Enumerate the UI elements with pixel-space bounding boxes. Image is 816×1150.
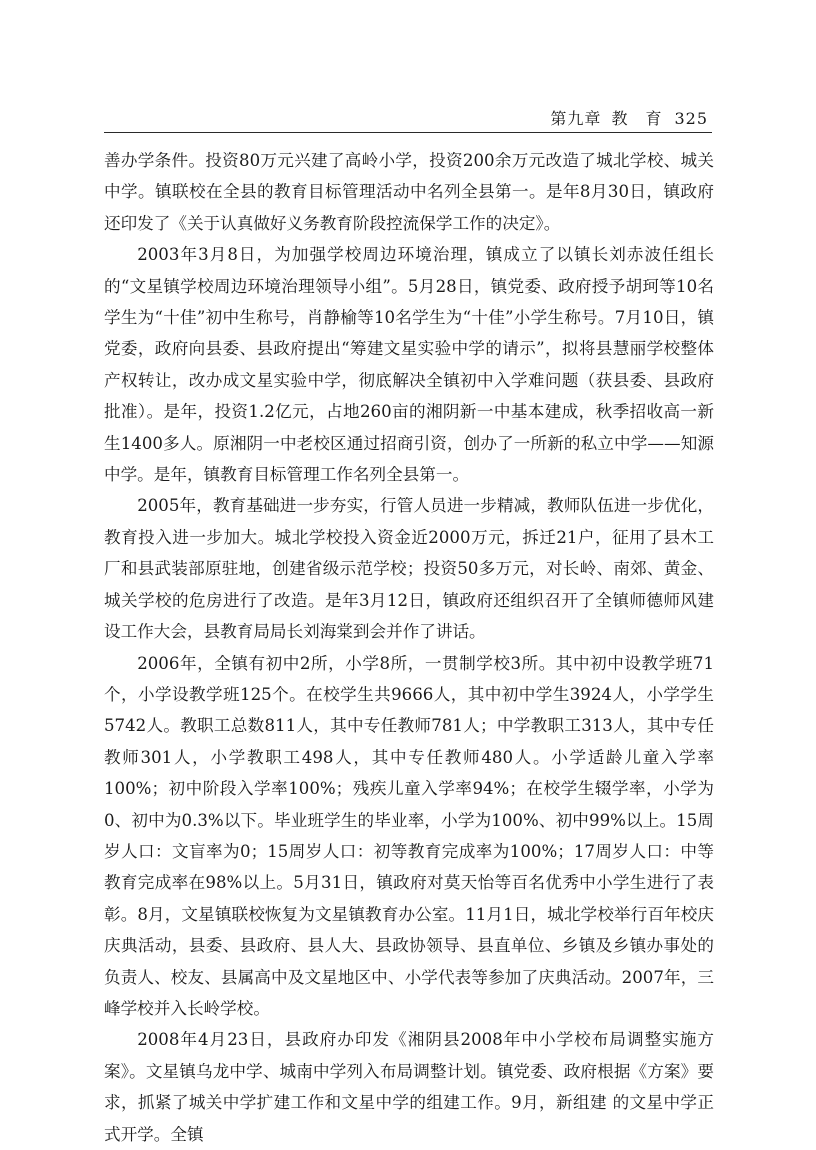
body-text (104, 145, 714, 1150)
running-header (104, 108, 712, 133)
page-number: 325 (674, 109, 708, 128)
paragraph-1: 善办学条件。投资80万元兴建了高岭小学，投资200余万元改造了城北学校、城关中学。镇联校在全县的教育目标管理活动中名列全县第一。是年8月30日，镇政府还印发了《关于认真做好义务教育阶段控流保学工作的决定》。 (104, 151, 714, 233)
chapter-title: 教 育 (611, 109, 663, 128)
paragraph-2003: 2003年3月8日，为加强学校周边环境治理，镇成立了以镇长刘赤波任组长的“文星镇学校周边环境治理领导小组”。5月28日，镇党委、政府授予胡珂等10名学生为“十佳”初中生称号，肖静榆等10名学生为“十佳”小学生称号。7月10日，镇党委，政府向县委、县政府提出“筹建文星实验中学的请示”，拟将县慧丽学校整体产权转让，改办成文星实验中学，彻底解决全镇初中入学难问题（获县委、县政府批准）。是年，投资1.2亿元，占地260亩的湘阴新一中基本建成，秋季招收高一新生1400多人。原湘阴一中老校区通过招商引资，创办了一所新的私立中学——知源中学。是年，镇教育目标管理工作名列全县第一。 (104, 245, 714, 485)
chapter-label: 第九章 (550, 109, 602, 128)
paragraph-2008: 2008年4月23日，县政府办印发《湘阴县2008年中小学校布局调整实施方案》。文星镇乌龙中学、城南中学列入布局调整计划。镇党委、政府根据《方案》要求，抓紧了城关中学扩建工作和文星中学的组建工作。9月，新组建 的文星中学正式开学。全镇 (104, 1030, 714, 1144)
paragraph-2006: 2006年，全镇有初中2所，小学8所，一贯制学校3所。其中初中设教学班71个，小学设教学班125个。在校学生共9666人，其中初中学生3924人，小学学生5742人。教职工总数811人，其中专任教师781人；中学教职工313人，其中专任教师301人，小学教职工498人，其中专任教师480人。小学适龄儿童入学率100%；初中阶段入学率100%；残疾儿童入学率94%；在校学生辍学率，小学为0、初中为0.3%以下。毕业班学生的毕业率，小学为100%、初中99%以上。15周岁人口：文盲率为0；15周岁人口：初等教育完成率为100%；17周岁人口：中等教育完成率在98%以上。5月31日，镇政府对莫天怡等百名优秀中小学生进行了表彰。8月，文星镇联校恢复为文星镇教育办公室。11月1日，城北学校举行百年校庆庆典活动，县委、县政府、县人大、县政协领导、县直单位、乡镇及乡镇办事处的负责人、校友、县属高中及文星地区中、小学代表等参加了庆典活动。2007年，三峰学校并入长岭学校。 (104, 653, 714, 1018)
header-text (550, 106, 708, 129)
paragraph-2005: 2005年，教育基础进一步夯实，行管人员进一步精减，教师队伍进一步优化，教育投入进一步加大。城北学校投入资金近2000万元，拆迁21户，征用了县木工厂和县武装部原驻地，创建省级示范学校；投资50多万元，对长岭、南郊、黄金、城关学校的危房进行了改造。是年3月12日，镇政府还组织召开了全镇师德师风建设工作大会，县教育局局长刘海棠到会并作了讲话。 (104, 496, 714, 642)
